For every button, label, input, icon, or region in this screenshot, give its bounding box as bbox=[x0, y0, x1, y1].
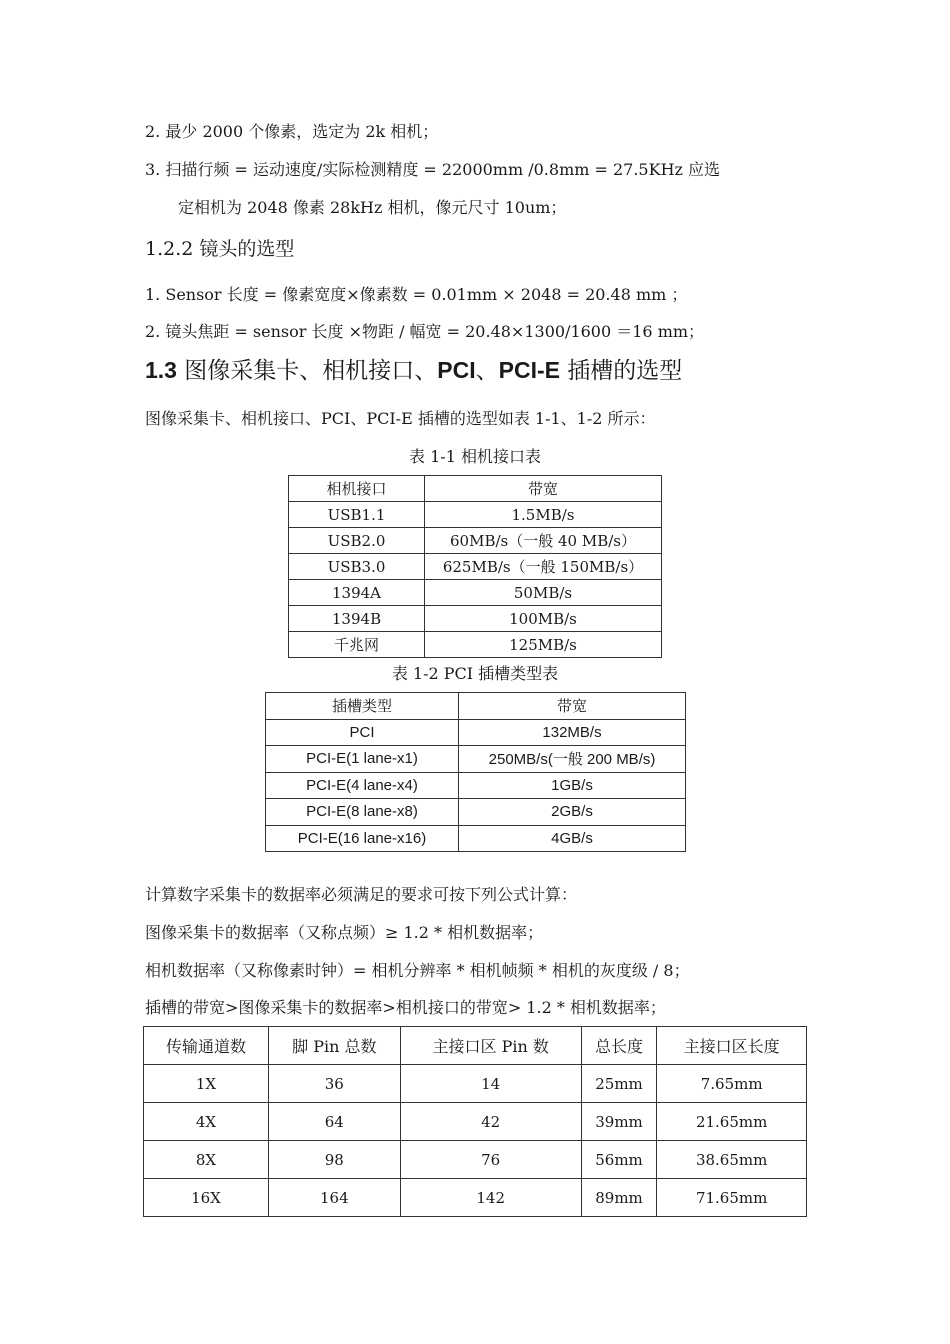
section-heading-lens: 1.2.2 镜头的选型 bbox=[145, 238, 295, 260]
table-cell: 36 bbox=[268, 1065, 400, 1103]
table-cell: 125MB/s bbox=[425, 632, 662, 658]
heading-text-e: 插槽的选型 bbox=[559, 358, 683, 384]
table-cell: 千兆网 bbox=[289, 632, 425, 658]
table-cell: PCI-E(16 lane-x16) bbox=[266, 825, 459, 852]
table-row bbox=[266, 772, 686, 799]
table-cell: 25mm bbox=[581, 1065, 657, 1103]
table-header-cell: 主接口区 Pin 数 bbox=[400, 1027, 581, 1065]
pcie-pin-table bbox=[143, 1026, 807, 1217]
table-cell: 1X bbox=[144, 1065, 269, 1103]
heading-number: 1.3 bbox=[145, 357, 177, 383]
table-cell: 8X bbox=[144, 1141, 269, 1179]
table-cell: 71.65mm bbox=[657, 1179, 807, 1217]
table-cell: 250MB/s(一般 200 MB/s) bbox=[459, 746, 686, 773]
heading-text-a: 图像采集卡、相机接口、 bbox=[176, 358, 438, 384]
table-row bbox=[266, 746, 686, 773]
table-cell: 625MB/s（一般 150MB/s） bbox=[425, 554, 662, 580]
table-cell: 14 bbox=[400, 1065, 581, 1103]
table-cell: USB2.0 bbox=[289, 528, 425, 554]
table-cell: USB3.0 bbox=[289, 554, 425, 580]
table-row bbox=[266, 799, 686, 826]
heading-text-sep: 、 bbox=[475, 358, 499, 384]
list-item-sensor-length: 1. Sensor 长度 = 像素宽度×像素数 = 0.01mm × 2048 = 20.48 mm ； bbox=[145, 285, 688, 304]
list-item-scan-rate-cont: 定相机为 2048 像素 28kHz 相机，像元尺寸 10um； bbox=[178, 198, 567, 217]
table-cell: 100MB/s bbox=[425, 606, 662, 632]
calc-paragraph-1: 计算数字采集卡的数据率必须满足的要求可按下列公式计算： bbox=[145, 885, 578, 904]
intro-paragraph: 图像采集卡、相机接口、PCI、PCI-E 插槽的选型如表 1-1、1-2 所示： bbox=[145, 409, 656, 428]
table-cell: 1394B bbox=[289, 606, 425, 632]
list-item-scan-rate: 3. 扫描行频 = 运动速度/实际检测精度 = 22000mm /0.8mm = 27.5KHz 应选 bbox=[145, 160, 721, 179]
table-cell: PCI-E(1 lane-x1) bbox=[266, 746, 459, 773]
table-cell: 64 bbox=[268, 1103, 400, 1141]
table-cell: PCI-E(4 lane-x4) bbox=[266, 772, 459, 799]
table-header-cell: 主接口区长度 bbox=[657, 1027, 807, 1065]
table-row bbox=[144, 1103, 807, 1141]
table-header-cell: 总长度 bbox=[581, 1027, 657, 1065]
heading-text-pci: PCI bbox=[437, 357, 476, 383]
section-heading-capture-card bbox=[145, 354, 682, 387]
table-row bbox=[289, 632, 662, 658]
table-row bbox=[144, 1141, 807, 1179]
table-cell: USB1.1 bbox=[289, 502, 425, 528]
calc-paragraph-4: 插槽的带宽>图像采集卡的数据率>相机接口的带宽> 1.2 * 相机数据率； bbox=[145, 998, 666, 1017]
table-row bbox=[266, 719, 686, 746]
table-cell: 16X bbox=[144, 1179, 269, 1217]
heading-text-pcie: PCI-E bbox=[498, 357, 560, 383]
table-cell: 7.65mm bbox=[657, 1065, 807, 1103]
table-cell: PCI-E(8 lane-x8) bbox=[266, 799, 459, 826]
table-cell: 42 bbox=[400, 1103, 581, 1141]
calc-paragraph-3: 相机数据率（又称像素时钟）= 相机分辨率 * 相机帧频 * 相机的灰度级 / 8； bbox=[145, 961, 690, 980]
table-header-cell: 带宽 bbox=[459, 693, 686, 720]
list-item-focal-length: 2. 镜头焦距 = sensor 长度 ×物距 / 幅宽 = 20.48×1300/1600 ＝16 mm； bbox=[145, 322, 705, 341]
table-cell: 1GB/s bbox=[459, 772, 686, 799]
table-header-row bbox=[144, 1027, 807, 1065]
table-cell: 39mm bbox=[581, 1103, 657, 1141]
table-row bbox=[289, 580, 662, 606]
table-cell: 4GB/s bbox=[459, 825, 686, 852]
table-row bbox=[289, 606, 662, 632]
table-cell: 4X bbox=[144, 1103, 269, 1141]
table-cell: 142 bbox=[400, 1179, 581, 1217]
table-header-cell: 传输通道数 bbox=[144, 1027, 269, 1065]
table-row bbox=[289, 554, 662, 580]
table-cell: 98 bbox=[268, 1141, 400, 1179]
table-cell: 76 bbox=[400, 1141, 581, 1179]
table-row bbox=[144, 1065, 807, 1103]
table-cell: 132MB/s bbox=[459, 719, 686, 746]
table-header-cell: 相机接口 bbox=[289, 476, 425, 502]
table-cell: 1.5MB/s bbox=[425, 502, 662, 528]
table-header-cell: 带宽 bbox=[425, 476, 662, 502]
table-header-row bbox=[266, 693, 686, 720]
table-cell: PCI bbox=[266, 719, 459, 746]
table-header-cell: 插槽类型 bbox=[266, 693, 459, 720]
table-cell: 38.65mm bbox=[657, 1141, 807, 1179]
camera-interface-table bbox=[288, 475, 662, 658]
table-cell: 164 bbox=[268, 1179, 400, 1217]
table2-caption: 表 1-2 PCI 插槽类型表 bbox=[391, 664, 559, 683]
pci-slot-table bbox=[265, 692, 686, 852]
table-cell: 50MB/s bbox=[425, 580, 662, 606]
table-header-cell: 脚 Pin 总数 bbox=[268, 1027, 400, 1065]
table-cell: 56mm bbox=[581, 1141, 657, 1179]
table-cell: 60MB/s（一般 40 MB/s） bbox=[425, 528, 662, 554]
table-cell: 1394A bbox=[289, 580, 425, 606]
table-row bbox=[266, 825, 686, 852]
table-cell: 2GB/s bbox=[459, 799, 686, 826]
list-item-min-pixels: 2. 最少 2000 个像素，选定为 2k 相机； bbox=[145, 122, 439, 141]
table-row bbox=[289, 502, 662, 528]
table-header-row bbox=[289, 476, 662, 502]
calc-paragraph-2: 图像采集卡的数据率（又称点频）≥ 1.2 * 相机数据率； bbox=[145, 923, 544, 942]
table-row bbox=[144, 1179, 807, 1217]
table-cell: 21.65mm bbox=[657, 1103, 807, 1141]
table-row bbox=[289, 528, 662, 554]
table-cell: 89mm bbox=[581, 1179, 657, 1217]
table1-caption: 表 1-1 相机接口表 bbox=[409, 447, 541, 466]
